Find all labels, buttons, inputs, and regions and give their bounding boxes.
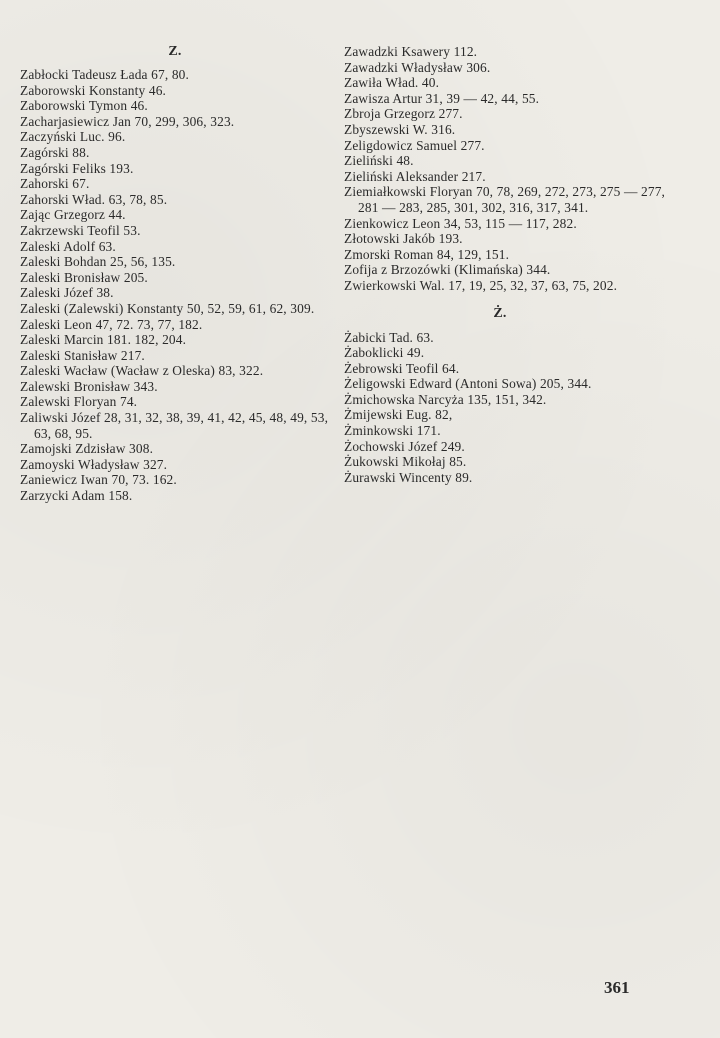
index-entry: Zagórski 88.	[20, 144, 90, 160]
index-entry: Zając Grzegorz 44.	[20, 207, 126, 223]
index-entry: Zagórski Feliks 193.	[20, 160, 134, 176]
index-entry: Żminkowski 171.	[344, 423, 441, 439]
index-entry: Żabicki Tad. 63.	[344, 329, 434, 345]
index-entry: Zaleski Józef 38.	[20, 285, 114, 301]
index-entry: Zawiła Wład. 40.	[344, 75, 440, 91]
index-entry: Zaborowski Tymon 46.	[20, 98, 148, 114]
index-entry: Zwierkowski Wal. 17, 19, 25, 32, 37, 63, 75, 202.	[344, 277, 618, 293]
index-entry: Zaleski Bohdan 25, 56, 135.	[20, 254, 176, 270]
index-entries-z	[20, 67, 329, 504]
index-entry: Żeligowski Edward (Antoni Sowa) 205, 344.	[344, 376, 592, 392]
index-entry: Zaleski Stanisław 217.	[20, 347, 145, 363]
index-entry: Zarzycki Adam 158.	[20, 488, 133, 504]
index-entry: Zabłocki Tadeusz Łada 67, 80.	[20, 67, 190, 82]
index-entry: Żurawski Wincenty 89.	[344, 469, 473, 485]
index-entry: Zmorski Roman 84, 129, 151.	[344, 246, 510, 262]
index-entry: Zaleski Marcin 181. 182, 204.	[20, 332, 187, 348]
index-entry: Zawadzki Władysław 306.	[344, 59, 491, 75]
index-entry: Zaleski Bronisław 205.	[20, 269, 148, 285]
index-entry: Żmijewski Eug. 82,	[344, 407, 453, 423]
index-entry: Zieliński 48.	[344, 153, 414, 169]
index-entry: Zahorski 67.	[20, 176, 90, 192]
index-column-left	[20, 44, 329, 504]
index-entry: Żmichowska Narcyża 135, 151, 342.	[344, 391, 547, 407]
index-entry: Zienkowicz Leon 34, 53, 115 — 117, 282.	[344, 215, 577, 231]
index-entry: Żaboklicki 49.	[344, 345, 425, 361]
index-entry: Zahorski Wład. 63, 78, 85.	[20, 191, 168, 207]
index-entry: Zaleski (Zalewski) Konstanty 50, 52, 59, 61, 62, 309.	[20, 300, 315, 316]
index-entry: Zaleski Wacław (Wacław z Oleska) 83, 322.	[20, 363, 264, 379]
index-entry: Zbroja Grzegorz 277.	[344, 106, 463, 122]
index-entry: Zacharjasiewicz Jan 70, 299, 306, 323.	[20, 113, 235, 129]
index-entries-z-continued	[344, 44, 666, 294]
page-number: 361	[604, 978, 630, 997]
index-entry: Zaleski Leon 47, 72. 73, 77, 182.	[20, 316, 203, 332]
index-entry: Zakrzewski Teofil 53.	[20, 222, 141, 238]
index-entry: Zaniewicz Iwan 70, 73. 162.	[20, 472, 177, 488]
index-entry: Żochowski Józef 249.	[344, 438, 465, 454]
section-heading-z-dot: Ż.	[493, 305, 507, 321]
index-entry: Ziemiałkowski Floryan 70, 78, 269, 272, 273, 275 — 277, 281 — 283, 285, 301, 302, 316, 317, 341.	[344, 184, 666, 215]
index-entry: Zalewski Bronisław 343.	[20, 378, 158, 394]
index-entry: Zbyszewski W. 316.	[344, 121, 456, 137]
index-entry: Zamoyski Władysław 327.	[20, 456, 168, 472]
index-entry: Zaczyński Luc. 96.	[20, 129, 126, 145]
index-column-right	[344, 44, 666, 485]
index-entry: Zawadzki Ksawery 112.	[344, 44, 478, 59]
index-entry: Zieliński Aleksander 217.	[344, 168, 486, 184]
index-entry: Zofija z Brzozówki (Klimańska) 344.	[344, 262, 551, 278]
index-entry: Zaleski Adolf 63.	[20, 238, 116, 254]
index-entry: Żukowski Mikołaj 85.	[344, 454, 467, 470]
index-entry: Zeligdowicz Samuel 277.	[344, 137, 485, 153]
index-entry: Złotowski Jakób 193.	[344, 231, 463, 247]
index-entry: Żebrowski Teofil 64.	[344, 360, 460, 376]
index-entry: Zaliwski Józef 28, 31, 32, 38, 39, 41, 42, 45, 48, 49, 53, 63, 68, 95.	[20, 410, 329, 441]
index-entry: Zalewski Floryan 74.	[20, 394, 138, 410]
index-entries-z-dot	[344, 330, 656, 486]
index-entry: Zamojski Zdzisław 308.	[20, 441, 154, 457]
section-heading-z: Z.	[168, 44, 182, 59]
index-entry: Zawisza Artur 31, 39 — 42, 44, 55.	[344, 90, 540, 106]
index-entry: Zaborowski Konstanty 46.	[20, 82, 167, 98]
